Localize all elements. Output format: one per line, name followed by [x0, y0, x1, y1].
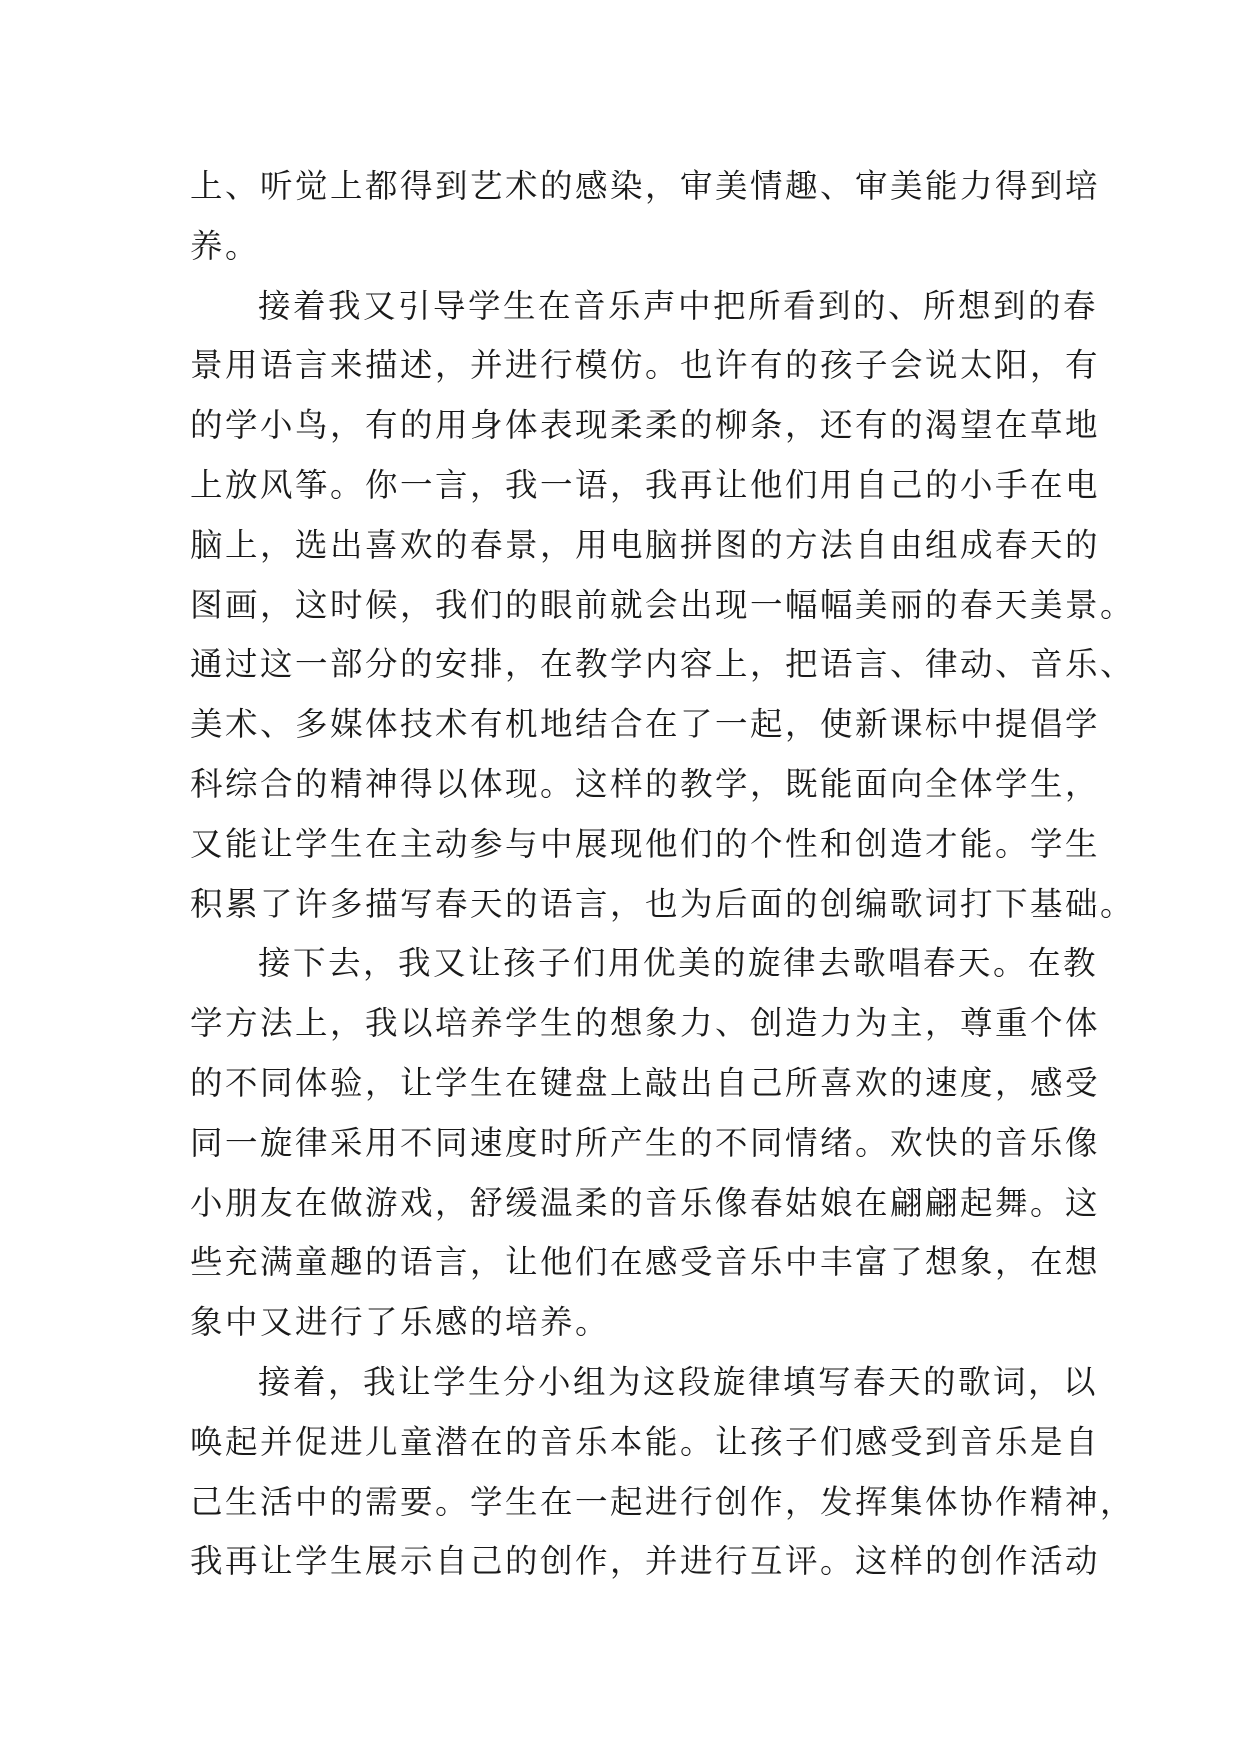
paragraph-start-line: 接下去，我又让孩子们用优美的旋律去歌唱春天。在教	[258, 944, 1099, 983]
text-line: 上、听觉上都得到艺术的感染，审美情趣、审美能力得到培	[190, 167, 1101, 205]
text-line: 科综合的精神得以体现。这样的教学，既能面向全体学生，	[190, 764, 1101, 803]
text-line: 象中又进行了乐感的培养。	[190, 1303, 611, 1342]
text-line: 的学小鸟，有的用身体表现柔柔的柳条，还有的渴望在草地	[190, 406, 1101, 445]
text-line: 美术、多媒体技术有机地结合在了一起，使新课标中提倡学	[190, 705, 1101, 744]
text-line: 景用语言来描述，并进行模仿。也许有的孩子会说太阳，有	[190, 346, 1101, 385]
text-line: 同一旋律采用不同速度时所产生的不同情绪。欢快的音乐像	[190, 1123, 1101, 1162]
paragraph-start-line: 接着，我让学生分小组为这段旋律填写春天的歌词，以	[258, 1362, 1099, 1401]
text-line: 积累了许多描写春天的语言，也为后面的创编歌词打下基础。	[190, 884, 1136, 923]
text-line: 脑上，选出喜欢的春景，用电脑拼图的方法自由组成春天的	[190, 525, 1101, 564]
text-line: 通过这一部分的安排，在教学内容上，把语言、律动、音乐、	[190, 645, 1136, 684]
text-line: 图画，这时候，我们的眼前就会出现一幅幅美丽的春天美景。	[190, 585, 1136, 624]
text-line: 唤起并促进儿童潜在的音乐本能。让孩子们感受到音乐是自	[190, 1422, 1101, 1461]
body-text	[190, 157, 1136, 1592]
paragraph-start-line: 接着我又引导学生在音乐声中把所看到的、所想到的春	[258, 286, 1099, 325]
text-line: 的不同体验，让学生在键盘上敲出自己所喜欢的速度，感受	[190, 1063, 1101, 1102]
text-line: 些充满童趣的语言，让他们在感受音乐中丰富了想象，在想	[190, 1243, 1101, 1282]
text-line: 己生活中的需要。学生在一起进行创作，发挥集体协作精神，	[190, 1482, 1136, 1521]
text-line: 学方法上，我以培养学生的想象力、创造力为主，尊重个体	[190, 1004, 1101, 1043]
text-line: 又能让学生在主动参与中展现他们的个性和创造才能。学生	[190, 824, 1101, 863]
text-line: 小朋友在做游戏，舒缓温柔的音乐像春姑娘在翩翩起舞。这	[190, 1183, 1101, 1222]
text-line: 养。	[190, 226, 261, 265]
text-line: 我再让学生展示自己的创作，并进行互评。这样的创作活动	[190, 1542, 1101, 1581]
text-line: 上放风筝。你一言，我一语，我再让他们用自己的小手在电	[190, 465, 1101, 504]
